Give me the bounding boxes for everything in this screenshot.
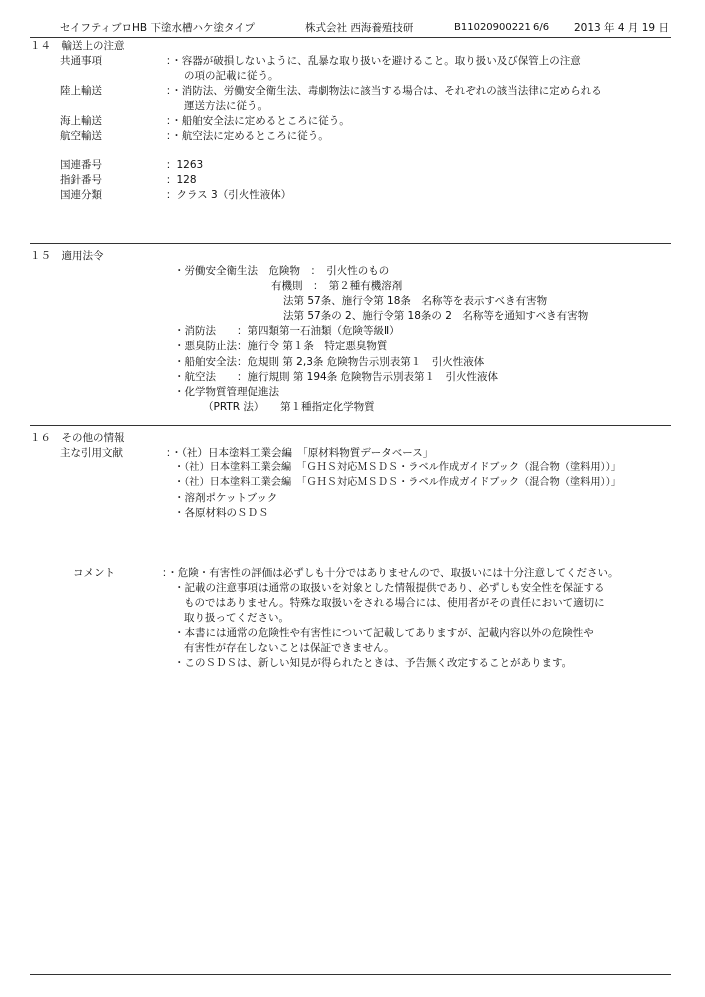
- law-line-10: （PRTR 法） 第１種指定化学物質: [203, 401, 375, 413]
- reference-1: ：・（社）日本塗料工業会編 「原材料物質データベース」: [166, 447, 434, 459]
- section-16-title: １６ その他の情報: [30, 432, 125, 444]
- comment-line-4: 取り扱ってください。: [184, 612, 289, 624]
- land-text-1: ：・消防法、労働安全衛生法、毒劇物法に該当する場合は、それぞれの該当法律に定められる: [166, 85, 602, 97]
- law-line-9: ・化学物質管理促進法: [174, 386, 279, 398]
- label-un-class: 国連分類: [60, 189, 102, 201]
- label-guide-number: 指針番号: [60, 174, 102, 186]
- comment-line-3: ものではありません。特殊な取扱いをされる場合には、使用者がその責任において適切に: [184, 597, 605, 609]
- un-number-value: ：1263: [166, 159, 204, 171]
- common-text-2: の項の記載に従う。: [184, 70, 279, 82]
- section-15-rule: [30, 425, 671, 426]
- comment-line-2: ・記載の注意事項は通常の取扱いを対象とした情報提供であり、必ずしも安全性を保証する: [174, 582, 605, 594]
- law-line-5: ・消防法 ：第四類第一石油類（危険等級Ⅱ）: [174, 325, 400, 337]
- label-air: 航空輸送: [60, 130, 102, 142]
- air-text: ：・航空法に定めるところに従う。: [166, 130, 329, 142]
- reference-4: ・溶剤ポケットブック: [174, 492, 278, 504]
- reference-3: ・（社）日本塗料工業会編 「ＧＨＳ対応ＭＳＤＳ・ラベル作成ガイドブック（混合物（塗料用））」: [174, 477, 621, 488]
- header-doc-id: B11020900221: [454, 22, 531, 33]
- label-un-number: 国連番号: [60, 159, 102, 171]
- law-line-6: ・悪臭防止法：施行令 第１条 特定悪臭物質: [174, 340, 388, 352]
- law-line-2: 有機則 ： 第２種有機溶剤: [271, 280, 403, 292]
- law-line-7: ・船舶安全法：危規則 第 2,3条 危険物告示別表第１ 引火性液体: [174, 356, 485, 368]
- law-line-8: ・航空法 ：施行規則 第 194条 危険物告示別表第１ 引火性液体: [174, 371, 499, 383]
- header-page: 6/6: [533, 22, 550, 33]
- law-line-4: 法第 57条の 2、施行令第 18条の 2 名称等を通知すべき有害物: [283, 310, 589, 322]
- label-land: 陸上輸送: [60, 85, 102, 97]
- footer-rule: [30, 974, 671, 975]
- section-14-rule: [30, 243, 671, 244]
- comment-line-7: ・このＳＤＳは、新しい知見が得られたときは、予告無く改定することがあります。: [174, 657, 573, 669]
- comment-line-5: ・本書には通常の危険性や有害性について記載してありますが、記載内容以外の危険性や: [174, 627, 594, 639]
- comment-line-1: ：・危険・有害性の評価は必ずしも十分ではありませんので、取扱いには十分注意してください。: [162, 567, 619, 579]
- header-company: 株式会社 西海養殖技研: [305, 22, 414, 34]
- label-common: 共通事項: [60, 55, 102, 67]
- guide-number-value: ：128: [166, 174, 197, 186]
- common-text-1: ：・容器が破損しないように、乱暴な取り扱いを避けること。取り扱い及び保管上の注意: [166, 55, 581, 67]
- section-15-title: １５ 適用法令: [30, 250, 104, 262]
- sea-text: ：・船舶安全法に定めるところに従う。: [166, 115, 350, 127]
- label-comment: コメント: [73, 567, 115, 579]
- section-14-title: １４ 輸送上の注意: [30, 40, 125, 52]
- un-class-value: ：クラス 3（引火性液体）: [166, 189, 292, 201]
- law-line-1: ・労働安全衛生法 危険物 ： 引火性のもの: [174, 265, 390, 277]
- reference-2: ・（社）日本塗料工業会編 「ＧＨＳ対応ＭＳＤＳ・ラベル作成ガイドブック（混合物（塗料用））」: [174, 462, 621, 473]
- header-product: セイフティブロHB 下塗水槽ハケ塗タイプ: [60, 22, 255, 34]
- header-rule: [30, 37, 671, 38]
- label-references: 主な引用文献: [60, 447, 123, 459]
- land-text-2: 運送方法に従う。: [184, 100, 268, 112]
- law-line-3: 法第 57条、施行令第 18条 名称等を表示すべき有害物: [283, 295, 548, 307]
- reference-5: ・各原材料のＳＤＳ: [174, 507, 269, 519]
- label-sea: 海上輸送: [60, 115, 102, 127]
- header-date: 2013 年 4 月 19 日: [574, 22, 669, 34]
- comment-line-6: 有害性が存在しないことは保証できません。: [184, 642, 395, 654]
